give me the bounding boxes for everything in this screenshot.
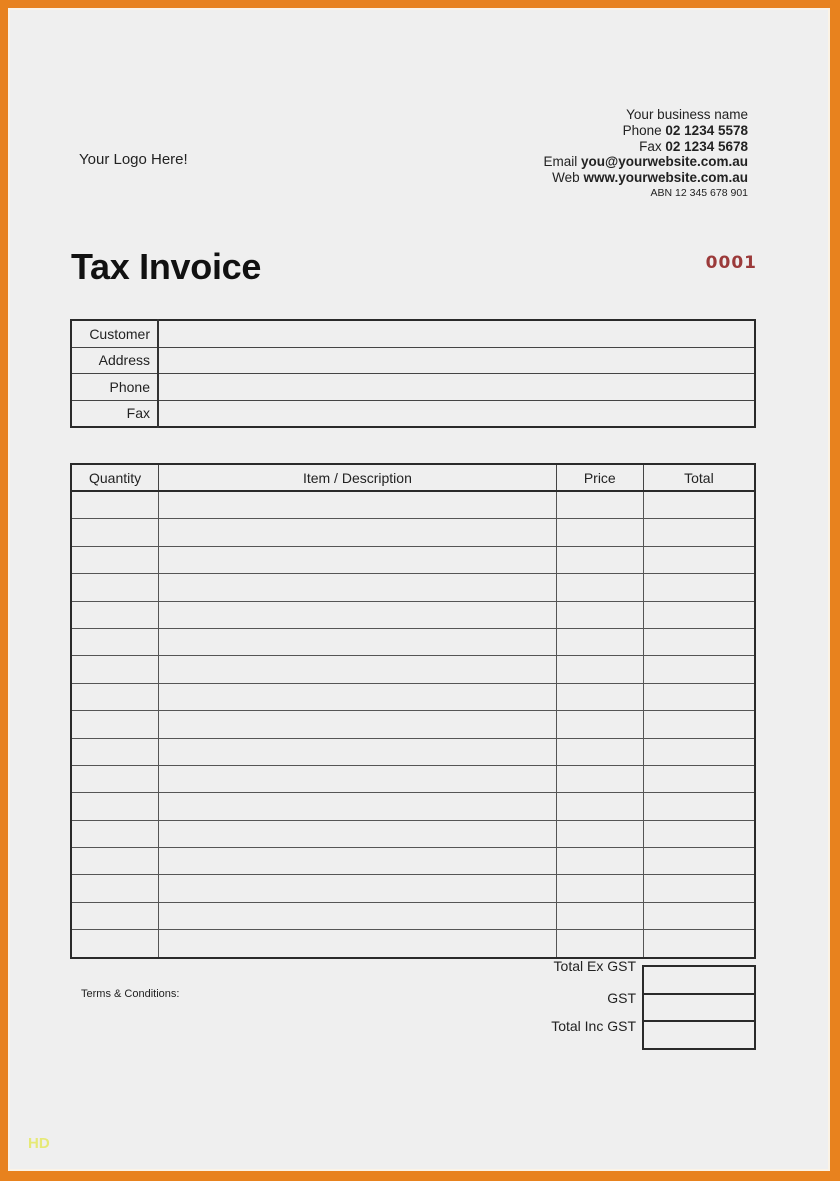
quantity-cell[interactable]: [71, 683, 159, 710]
customer-field-row: [71, 320, 755, 347]
customer-field-input[interactable]: [158, 347, 755, 374]
customer-field-label: Phone: [71, 374, 158, 401]
total-ex-gst-label: Total Ex GST: [553, 958, 636, 974]
customer-field-row: [71, 374, 755, 401]
column-header-quantity: Quantity: [71, 464, 159, 491]
price-cell[interactable]: [556, 765, 643, 792]
customer-field-input[interactable]: [158, 320, 755, 347]
line-items-table: [70, 463, 756, 959]
total-cell[interactable]: [643, 765, 755, 792]
business-fax: Fax 02 1234 5678: [639, 138, 748, 154]
total-cell[interactable]: [643, 628, 755, 655]
table-row: [71, 930, 755, 958]
total-cell[interactable]: [643, 848, 755, 875]
quantity-cell[interactable]: [71, 711, 159, 738]
price-cell[interactable]: [556, 574, 643, 601]
totals-table: [642, 965, 756, 1050]
table-row: [71, 793, 755, 820]
table-row: [71, 519, 755, 546]
price-cell[interactable]: [556, 546, 643, 573]
customer-field-input[interactable]: [158, 374, 755, 401]
business-email: Email you@yourwebsite.com.au: [543, 154, 748, 170]
description-cell[interactable]: [159, 546, 557, 573]
customer-field-row: [71, 400, 755, 427]
total-cell[interactable]: [643, 711, 755, 738]
price-cell[interactable]: [556, 848, 643, 875]
table-row: [71, 656, 755, 683]
quantity-cell[interactable]: [71, 848, 159, 875]
description-cell[interactable]: [159, 765, 557, 792]
invoice-page: [8, 8, 830, 1171]
gst-label: GST: [607, 990, 636, 1006]
table-row: [71, 628, 755, 655]
table-row: [71, 875, 755, 902]
price-cell[interactable]: [556, 875, 643, 902]
price-cell[interactable]: [556, 820, 643, 847]
invoice-number: 0001: [705, 253, 757, 273]
total-inc-gst-field[interactable]: [643, 1021, 755, 1049]
description-cell[interactable]: [159, 491, 557, 519]
customer-field-row: [71, 347, 755, 374]
quantity-cell[interactable]: [71, 574, 159, 601]
price-cell[interactable]: [556, 738, 643, 765]
quantity-cell[interactable]: [71, 738, 159, 765]
business-details: [544, 107, 748, 200]
table-row: [71, 738, 755, 765]
hd-watermark: HD: [28, 1135, 50, 1152]
description-cell[interactable]: [159, 711, 557, 738]
table-row: [71, 711, 755, 738]
price-cell[interactable]: [556, 601, 643, 628]
quantity-cell[interactable]: [71, 546, 159, 573]
logo-placeholder: Your Logo Here!: [79, 151, 188, 168]
business-name: Your business name: [626, 107, 748, 122]
price-cell[interactable]: [556, 793, 643, 820]
column-header-total: Total: [643, 464, 755, 491]
quantity-cell[interactable]: [71, 902, 159, 929]
table-row: [71, 574, 755, 601]
column-header-description: Item / Description: [159, 464, 557, 491]
quantity-cell[interactable]: [71, 765, 159, 792]
description-cell[interactable]: [159, 875, 557, 902]
total-cell[interactable]: [643, 601, 755, 628]
description-cell[interactable]: [159, 574, 557, 601]
quantity-cell[interactable]: [71, 793, 159, 820]
total-cell[interactable]: [643, 491, 755, 519]
total-cell[interactable]: [643, 930, 755, 958]
description-cell[interactable]: [159, 902, 557, 929]
quantity-cell[interactable]: [71, 601, 159, 628]
table-row: [71, 765, 755, 792]
terms-conditions-label: Terms & Conditions:: [81, 988, 180, 1000]
gst-field[interactable]: [643, 994, 755, 1022]
price-cell[interactable]: [556, 628, 643, 655]
price-cell[interactable]: [556, 656, 643, 683]
total-cell[interactable]: [643, 820, 755, 847]
description-cell[interactable]: [159, 628, 557, 655]
customer-field-label: Fax: [71, 400, 158, 427]
description-cell[interactable]: [159, 601, 557, 628]
quantity-cell[interactable]: [71, 491, 159, 519]
price-cell[interactable]: [556, 683, 643, 710]
price-cell[interactable]: [556, 491, 643, 519]
table-row: [71, 601, 755, 628]
total-cell[interactable]: [643, 574, 755, 601]
total-cell[interactable]: [643, 738, 755, 765]
quantity-cell[interactable]: [71, 628, 159, 655]
total-cell[interactable]: [643, 519, 755, 546]
description-cell[interactable]: [159, 848, 557, 875]
total-cell[interactable]: [643, 656, 755, 683]
price-cell[interactable]: [556, 519, 643, 546]
business-abn: ABN 12 345 678 901: [650, 186, 748, 199]
table-row: [71, 848, 755, 875]
description-cell[interactable]: [159, 930, 557, 958]
price-cell[interactable]: [556, 711, 643, 738]
customer-details-table: [70, 319, 756, 428]
column-header-price: Price: [556, 464, 643, 491]
description-cell[interactable]: [159, 820, 557, 847]
total-cell[interactable]: [643, 683, 755, 710]
table-header-row: [71, 464, 755, 491]
quantity-cell[interactable]: [71, 875, 159, 902]
price-cell[interactable]: [556, 930, 643, 958]
description-cell[interactable]: [159, 683, 557, 710]
business-phone: Phone 02 1234 5578: [622, 122, 748, 138]
total-ex-gst-field[interactable]: [643, 966, 755, 994]
customer-field-input[interactable]: [158, 400, 755, 427]
table-row: [71, 683, 755, 710]
customer-field-label: Address: [71, 347, 158, 374]
business-web: Web www.yourwebsite.com.au: [552, 170, 748, 186]
table-row: [71, 902, 755, 929]
price-cell[interactable]: [556, 902, 643, 929]
description-cell[interactable]: [159, 738, 557, 765]
quantity-cell[interactable]: [71, 519, 159, 546]
table-row: [71, 820, 755, 847]
quantity-cell[interactable]: [71, 656, 159, 683]
document-title: Tax Invoice: [71, 246, 262, 287]
customer-field-label: Customer: [71, 320, 158, 347]
total-cell[interactable]: [643, 902, 755, 929]
total-inc-gst-label: Total Inc GST: [551, 1018, 636, 1034]
total-cell[interactable]: [643, 793, 755, 820]
description-cell[interactable]: [159, 793, 557, 820]
description-cell[interactable]: [159, 519, 557, 546]
total-cell[interactable]: [643, 546, 755, 573]
quantity-cell[interactable]: [71, 820, 159, 847]
table-row: [71, 546, 755, 573]
quantity-cell[interactable]: [71, 930, 159, 958]
description-cell[interactable]: [159, 656, 557, 683]
table-row: [71, 491, 755, 519]
total-cell[interactable]: [643, 875, 755, 902]
